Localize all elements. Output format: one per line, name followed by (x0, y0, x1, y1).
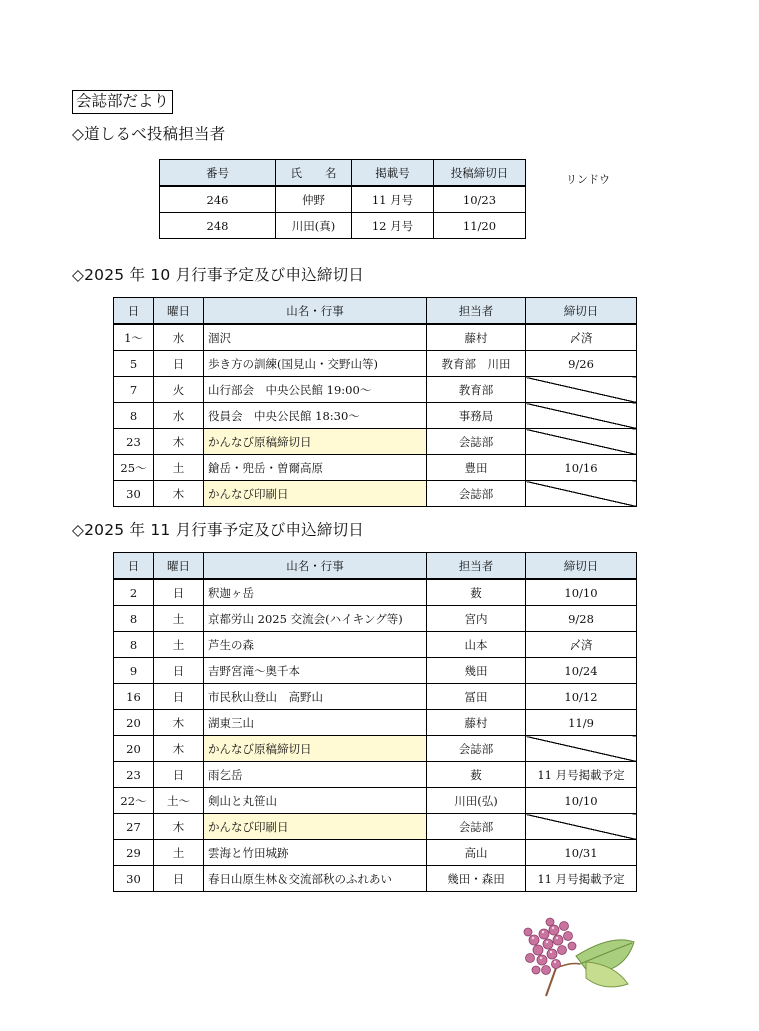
cell-event: 芦生の森 (204, 632, 427, 658)
cell-day: 2 (114, 579, 154, 606)
cell-day: 8 (114, 632, 154, 658)
cell-event: かんなび原稿締切日 (204, 429, 427, 455)
header-day: 日 (114, 298, 154, 325)
cell-person: 幾田 (427, 658, 526, 684)
cell-deadline: 10/10 (526, 579, 637, 606)
guide-issue: 12 月号 (352, 213, 434, 239)
cell-person: 教育部 (427, 377, 526, 403)
cell-event: 役員会 中央公民館 18:30～ (204, 403, 427, 429)
table-row (114, 455, 637, 481)
cell-event: 歩き方の訓練(国見山・交野山等) (204, 351, 427, 377)
header-dow: 曜日 (154, 553, 204, 580)
table-row (114, 481, 637, 507)
header-person: 担当者 (427, 298, 526, 325)
table-row (114, 788, 637, 814)
cell-deadline: 10/24 (526, 658, 637, 684)
cell-dow: 木 (154, 710, 204, 736)
cell-person: 藤村 (427, 324, 526, 351)
cell-day: 23 (114, 429, 154, 455)
beautyberry-illustration-icon (516, 912, 638, 998)
cell-person: 幾田・森田 (427, 866, 526, 892)
cell-day: 8 (114, 403, 154, 429)
guide-deadline: 10/23 (434, 186, 526, 213)
cell-dow: 木 (154, 429, 204, 455)
cell-person: 薮 (427, 762, 526, 788)
guide-header-issue: 掲載号 (352, 160, 434, 187)
cell-dow: 木 (154, 814, 204, 840)
table-row (114, 866, 637, 892)
guide-table (159, 159, 526, 239)
cell-dow: 日 (154, 351, 204, 377)
header-day: 日 (114, 553, 154, 580)
cell-dow: 日 (154, 684, 204, 710)
cell-day: 22～ (114, 788, 154, 814)
cell-event: 山行部会 中央公民館 19:00～ (204, 377, 427, 403)
cell-dow: 日 (154, 762, 204, 788)
flower-note: リンドウ (566, 173, 610, 186)
header-deadline: 締切日 (526, 298, 637, 325)
cell-day: 1～ (114, 324, 154, 351)
cell-person: 宮内 (427, 606, 526, 632)
guide-name: 仲野 (276, 186, 352, 213)
header-event: 山名・行事 (204, 298, 427, 325)
cell-person: 会誌部 (427, 736, 526, 762)
cell-deadline (526, 403, 637, 429)
cell-event: 吉野宮滝～奥千本 (204, 658, 427, 684)
nov-schedule-table (113, 552, 637, 892)
cell-day: 7 (114, 377, 154, 403)
cell-deadline: 9/28 (526, 606, 637, 632)
guide-deadline: 11/20 (434, 213, 526, 239)
cell-deadline: 9/26 (526, 351, 637, 377)
header-dow: 曜日 (154, 298, 204, 325)
cell-dow: 木 (154, 736, 204, 762)
cell-deadline (526, 736, 637, 762)
cell-person: 川田(弘) (427, 788, 526, 814)
cell-deadline: 11/9 (526, 710, 637, 736)
cell-dow: 水 (154, 324, 204, 351)
cell-day: 30 (114, 866, 154, 892)
cell-person: 高山 (427, 840, 526, 866)
cell-dow: 土～ (154, 788, 204, 814)
cell-person: 山本 (427, 632, 526, 658)
cell-event: かんなび原稿締切日 (204, 736, 427, 762)
table-row (114, 403, 637, 429)
cell-person: 教育部 川田 (427, 351, 526, 377)
cell-person: 事務局 (427, 403, 526, 429)
cell-deadline: 10/12 (526, 684, 637, 710)
cell-dow: 土 (154, 455, 204, 481)
cell-dow: 日 (154, 658, 204, 684)
guide-header-deadline: 投稿締切日 (434, 160, 526, 187)
cell-event: かんなび印刷日 (204, 814, 427, 840)
cell-dow: 火 (154, 377, 204, 403)
table-row (114, 632, 637, 658)
table-row (114, 658, 637, 684)
guide-number: 248 (160, 213, 276, 239)
guide-issue: 11 月号 (352, 186, 434, 213)
cell-person: 会誌部 (427, 429, 526, 455)
table-row (114, 684, 637, 710)
cell-dow: 木 (154, 481, 204, 507)
cell-person: 藤村 (427, 710, 526, 736)
guide-heading: ◇道しるべ投稿担当者 (72, 125, 226, 143)
cell-deadline: 〆済 (526, 632, 637, 658)
table-row (114, 840, 637, 866)
cell-person: 冨田 (427, 684, 526, 710)
table-row (160, 213, 526, 239)
cell-deadline: 11 月号掲載予定 (526, 762, 637, 788)
cell-dow: 日 (154, 866, 204, 892)
cell-person: 会誌部 (427, 481, 526, 507)
guide-name: 川田(真) (276, 213, 352, 239)
cell-dow: 土 (154, 606, 204, 632)
section-title: 会誌部だより (72, 90, 173, 114)
cell-person: 豊田 (427, 455, 526, 481)
guide-number: 246 (160, 186, 276, 213)
table-row (114, 579, 637, 606)
cell-event: 京都労山 2025 交流会(ハイキング等) (204, 606, 427, 632)
cell-event: 市民秋山登山 高野山 (204, 684, 427, 710)
cell-event: 涸沢 (204, 324, 427, 351)
header-deadline: 締切日 (526, 553, 637, 580)
cell-event: かんなび印刷日 (204, 481, 427, 507)
table-row (114, 814, 637, 840)
cell-event: 鎗岳・兜岳・曽爾高原 (204, 455, 427, 481)
cell-deadline (526, 429, 637, 455)
cell-person: 薮 (427, 579, 526, 606)
cell-day: 8 (114, 606, 154, 632)
table-row (114, 762, 637, 788)
guide-header-name: 氏 名 (276, 160, 352, 187)
table-row (114, 351, 637, 377)
cell-event: 雨乞岳 (204, 762, 427, 788)
cell-deadline: 10/10 (526, 788, 637, 814)
header-person: 担当者 (427, 553, 526, 580)
oct-heading: ◇2025 年 10 月行事予定及び申込締切日 (72, 266, 364, 284)
table-row (114, 736, 637, 762)
cell-dow: 土 (154, 632, 204, 658)
table-row (114, 429, 637, 455)
cell-day: 23 (114, 762, 154, 788)
cell-event: 湖東三山 (204, 710, 427, 736)
cell-day: 27 (114, 814, 154, 840)
table-row (114, 710, 637, 736)
cell-day: 5 (114, 351, 154, 377)
cell-deadline (526, 377, 637, 403)
cell-day: 20 (114, 710, 154, 736)
cell-day: 9 (114, 658, 154, 684)
table-row (160, 186, 526, 213)
cell-dow: 水 (154, 403, 204, 429)
cell-event: 春日山原生林＆交流部秋のふれあい (204, 866, 427, 892)
cell-day: 16 (114, 684, 154, 710)
cell-deadline (526, 481, 637, 507)
table-row (114, 606, 637, 632)
cell-dow: 土 (154, 840, 204, 866)
cell-event: 雲海と竹田城跡 (204, 840, 427, 866)
cell-day: 25～ (114, 455, 154, 481)
table-row (114, 324, 637, 351)
guide-header-number: 番号 (160, 160, 276, 187)
table-row (114, 377, 637, 403)
cell-event: 剣山と丸笹山 (204, 788, 427, 814)
header-event: 山名・行事 (204, 553, 427, 580)
cell-person: 会誌部 (427, 814, 526, 840)
cell-day: 20 (114, 736, 154, 762)
cell-day: 29 (114, 840, 154, 866)
cell-deadline: 10/31 (526, 840, 637, 866)
cell-dow: 日 (154, 579, 204, 606)
oct-schedule-table (113, 297, 637, 507)
cell-event: 釈迦ヶ岳 (204, 579, 427, 606)
cell-deadline: 10/16 (526, 455, 637, 481)
cell-day: 30 (114, 481, 154, 507)
cell-deadline: 11 月号掲載予定 (526, 866, 637, 892)
cell-deadline (526, 814, 637, 840)
cell-deadline: 〆済 (526, 324, 637, 351)
nov-heading: ◇2025 年 11 月行事予定及び申込締切日 (72, 521, 364, 539)
